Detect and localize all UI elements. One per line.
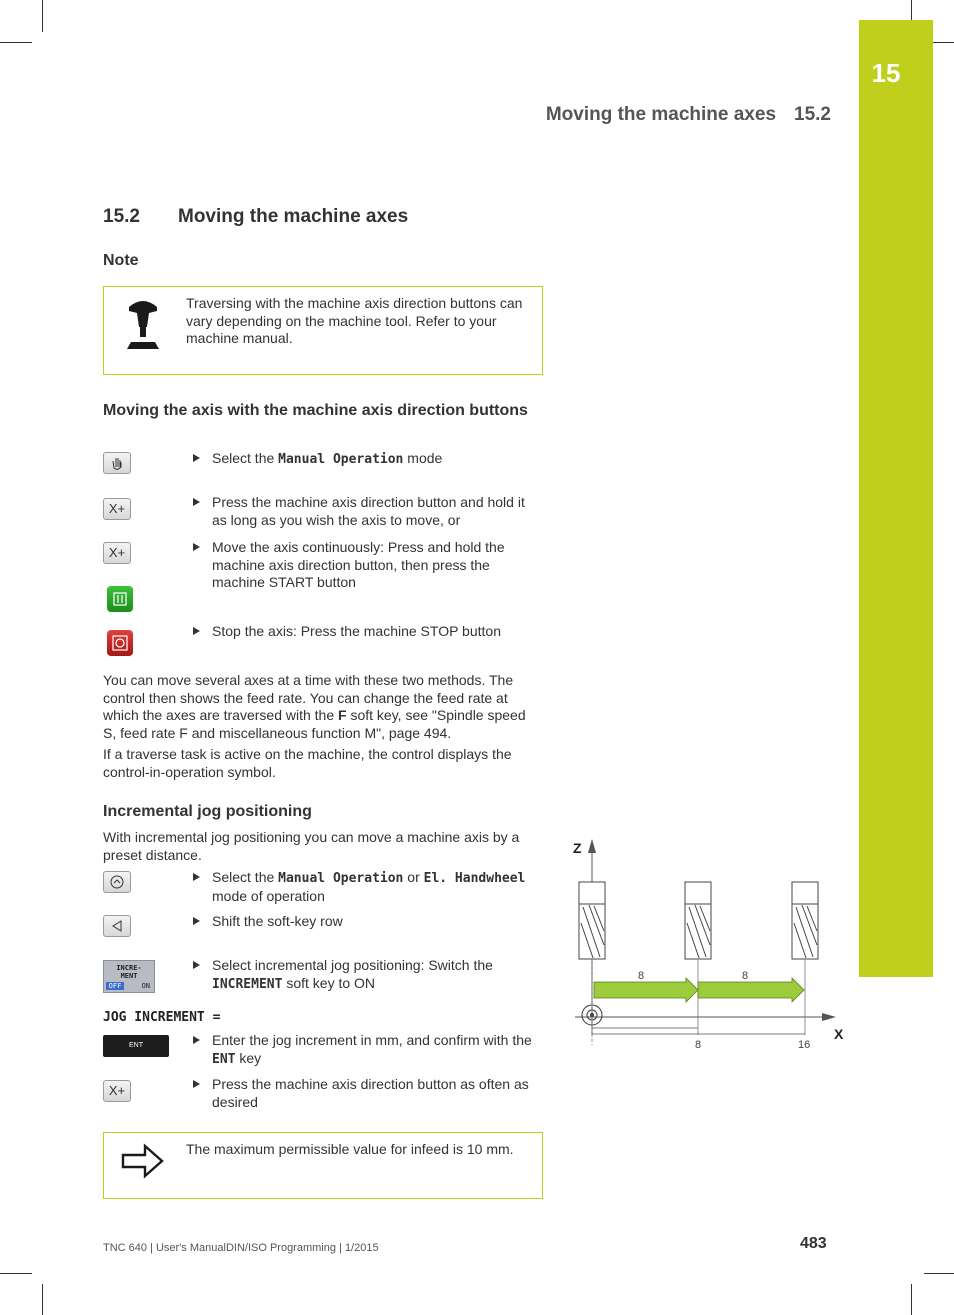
start-icon [107, 586, 133, 612]
section-heading [103, 206, 408, 228]
note-text: Traversing with the machine axis direction buttons can vary depending on the machine tool. Refer to your machine manual. [186, 295, 523, 346]
crop-mark [911, 1284, 912, 1315]
machine-tool-note-icon [123, 297, 163, 351]
step-continuous: Move the axis continuously: Press and hold the machine axis direction button, then press the machine START button [212, 539, 542, 592]
bullet-triangle-icon [193, 1080, 200, 1088]
step-enter-increment: Enter the jog increment in mm, and confirm with the ENT key [212, 1032, 542, 1068]
footer-text: TNC 640 | User's ManualDIN/ISO Programming | 1/2015 [103, 1242, 379, 1254]
dim-label-8: 8 [695, 1039, 702, 1051]
machine-start-key[interactable] [107, 586, 133, 612]
softkey-label-1: INCRE- [116, 964, 142, 972]
x-plus-key[interactable]: X+ [103, 542, 131, 564]
chapter-number: 15 [871, 58, 901, 88]
tool-1 [579, 882, 605, 959]
step-select-manual-operation: Select the Manual Operation mode [212, 450, 542, 469]
page-number: 483 [800, 1235, 827, 1252]
jog-increment-diagram [570, 835, 850, 1055]
crop-mark [0, 42, 32, 43]
jog-increment-label: JOG INCREMENT = [103, 1010, 221, 1025]
paragraph-feed-rate: You can move several axes at a time with these two methods. The control then shows the feed rate. You can change the feed rate at which the axes are traversed with the F soft key, see "Spindle speed S, feed rate F and miscellaneous function M", page 494. [103, 672, 526, 741]
stop-icon [107, 630, 133, 656]
note-heading: Note [103, 252, 139, 269]
bullet-triangle-icon [193, 543, 200, 551]
z-axis-label: Z [573, 840, 582, 856]
ent-key[interactable]: ENT [103, 1035, 169, 1057]
increment-label-1: 8 [638, 970, 645, 982]
x-plus-key[interactable]: X+ [103, 1080, 131, 1102]
note-infeed-text: The maximum permissible value for infeed is 10 mm. [186, 1141, 514, 1157]
softkey-on-label: ON [141, 982, 150, 990]
crop-mark [0, 1273, 32, 1274]
hand-icon [104, 453, 130, 473]
shift-softkey-row-key[interactable] [103, 915, 131, 937]
crop-mark [42, 0, 43, 32]
chapter-tab [859, 20, 933, 977]
bullet-triangle-icon [193, 1036, 200, 1044]
dim-label-16: 16 [798, 1039, 811, 1051]
bullet-triangle-icon [193, 917, 200, 925]
handwheel-icon [104, 872, 130, 892]
softkey-label-2: MENT [120, 972, 138, 980]
bullet-triangle-icon [193, 627, 200, 635]
machine-stop-key[interactable] [107, 630, 133, 656]
subsection-heading-direction-buttons: Moving the axis with the machine axis direction buttons [103, 402, 528, 419]
bullet-triangle-icon [193, 498, 200, 506]
triangle-left-icon [104, 916, 130, 936]
running-header [546, 104, 831, 126]
note-box [103, 286, 543, 375]
step-press-direction: Press the machine axis direction button as often as desired [212, 1076, 542, 1111]
note-box-infeed [103, 1132, 543, 1199]
bullet-triangle-icon [193, 873, 200, 881]
tool-3 [792, 882, 818, 959]
manual-operation-key[interactable] [103, 452, 131, 474]
increment-arrow-2 [698, 978, 804, 1002]
step-press-hold: Press the machine axis direction button and hold it as long as you wish the axis to move, or [212, 494, 542, 529]
x-plus-key[interactable]: X+ [103, 498, 131, 520]
section-number: 15.2 [103, 206, 140, 227]
tool-2 [685, 882, 711, 959]
subsection-heading-incremental-jog: Incremental jog positioning [103, 803, 312, 820]
step-stop-axis: Stop the axis: Press the machine STOP button [212, 623, 542, 641]
bullet-triangle-icon [193, 961, 200, 969]
paragraph-control-in-operation: If a traverse task is active on the machine, the control displays the control-in-operation symbol. [103, 746, 512, 780]
running-header-section: 15.2 [794, 104, 831, 125]
paragraph-incremental-jog: With incremental jog positioning you can move a machine axis by a preset distance. [103, 829, 520, 863]
crop-mark [911, 0, 912, 20]
step-select-mode: Select the Manual Operation or El. Handwheel mode of operation [212, 869, 542, 905]
increment-softkey[interactable] [103, 960, 155, 993]
step-select-increment: Select incremental jog positioning: Switch the INCREMENT soft key to ON [212, 957, 542, 993]
bullet-triangle-icon [193, 454, 200, 462]
arrow-right-note-icon [121, 1143, 165, 1179]
section-title: Moving the machine axes [178, 206, 409, 227]
crop-mark [924, 1273, 954, 1274]
crop-mark [42, 1284, 43, 1315]
running-header-title: Moving the machine axes [545, 104, 777, 125]
increment-label-2: 8 [742, 970, 749, 982]
increment-arrow-1 [594, 978, 698, 1002]
softkey-off-label: OFF [106, 982, 124, 990]
x-axis-label: X [834, 1026, 844, 1042]
operating-mode-key[interactable] [103, 871, 131, 893]
step-shift-softkey-row: Shift the soft-key row [212, 913, 542, 931]
